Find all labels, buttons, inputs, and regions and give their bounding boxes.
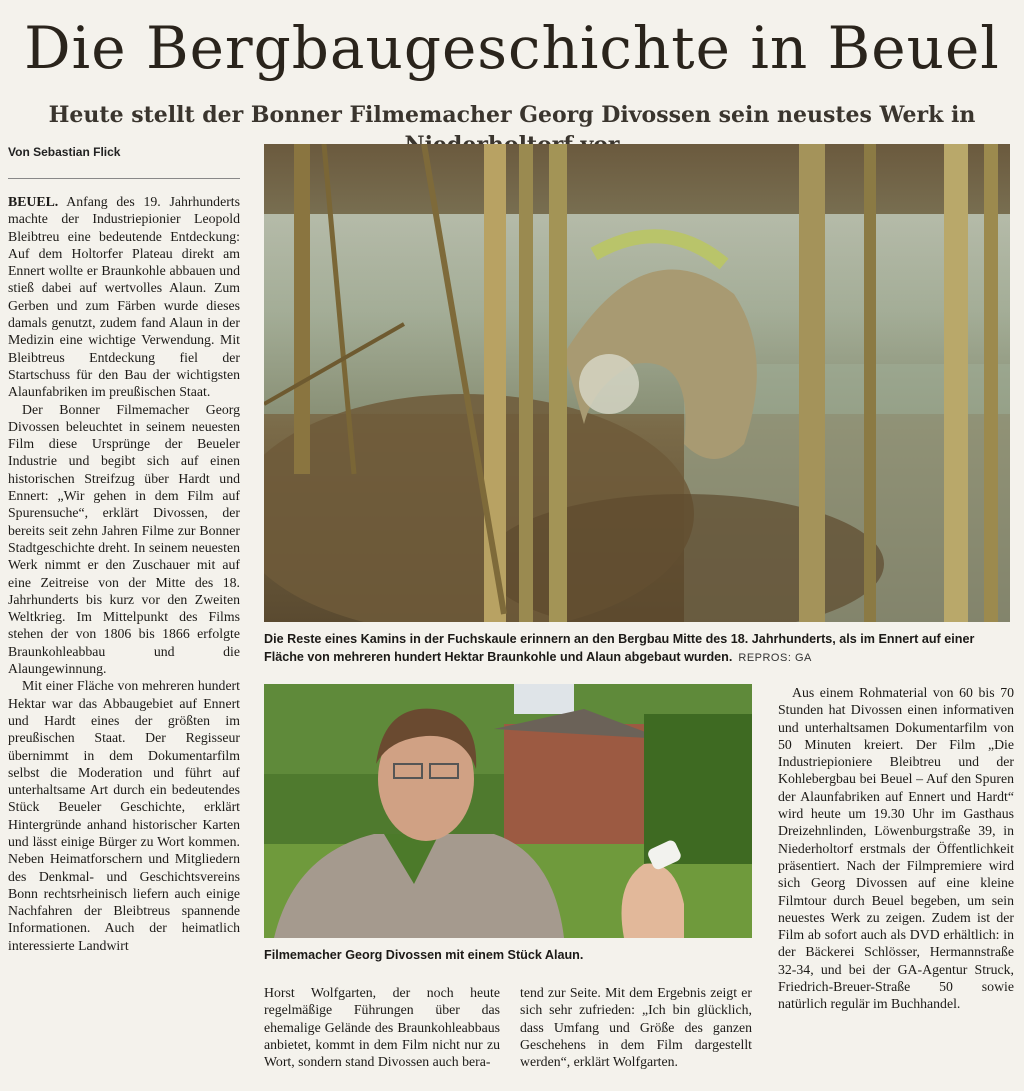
photo-kiln-ruin-caption (264, 630, 1010, 667)
byline-rule (8, 178, 240, 179)
article-column-1 (8, 193, 240, 1088)
photo-portrait (264, 684, 752, 938)
caption-text: Die Reste eines Kamins in der Fuchskaule erinnern an den Bergbau Mitte des 18. Jahrhunderts, als im Ennert auf einer Fläche von mehreren hundert Hektar Braunkohle und Alaun abgebaut wurden. (264, 632, 975, 664)
photo-credit: REPROS: GA (738, 652, 812, 664)
paragraph-5: tend zur Seite. Mit dem Ergebnis zeigt er sich sehr zufrieden: „Ich bin glücklich, dass Umfang und Größe des ganzen Geschehens in dem Film dargestellt werden“, erklärt Wolfgarten. (520, 985, 752, 1070)
article-column-2 (264, 984, 500, 1089)
paragraph-6: Aus einem Rohmaterial von 60 bis 70 Stunden hat Divossen einen informativen und unterhaltsamen Dokumentarfilm von 50 Minuten kreiert. Der Film „Die Industriepioniere Bleibtreu und der Kohlebergbau bei Beuel – Auf den Spuren der Alaunfabriken auf Ennert und Hardt“ wird heute um 19.30 Uhr im Gasthaus Dreizehnlinden, Löwenburgstraße 39, in Niederholtorf erstmals der Öffentlichkeit präsentiert. Nach der Filmpremiere wird sich Georg Divossen auf eine kleine Filmtour durch Beuel begeben, um sein neuestes Werk zu zeigen. Zudem ist der Film ab sofort auch als DVD erhältlich: in der Bäckerei Schlösser, Hermannstraße 32-34, und bei der GA-Agentur Struck, Friedrich-Breuer-Straße 50 sowie natürlich regulär im Buchhandel. (778, 685, 1014, 1012)
paragraph-1-text: Anfang des 19. Jahrhunderts machte der Industriepionier Leopold Bleibtreu eine bedeutende Entdeckung: Auf dem Holtorfer Plateau direkt am Ennert wollte er Braunkohle abbauen und stieß dabei auf wertvolles Alaun. Zum Gerben und zum Färben wurde dieses damals genutzt, zudem fand Alaun in der Medizin eine wichtige Verwendung. Mit Bleibtreus Entdeckung fiel der Startschuss für den Bau der wichtigsten Alaunfabriken im preußischen Staat. (8, 194, 240, 400)
headline: Die Bergbaugeschichte in Beuel (24, 14, 1000, 82)
byline: Von Sebastian Flick (8, 145, 121, 159)
article-column-4 (778, 684, 1014, 1089)
photo-portrait-caption: Filmemacher Georg Divossen mit einem Stück Alaun. (264, 948, 584, 962)
paragraph-3: Mit einer Fläche von mehreren hundert Hektar war das Abbaugebiet auf Ennert und Hardt eines der größten im preußischen Staat. Der Regisseur übernimmt in dem Dokumentarfilm selbst die Moderation und führt auf unterhaltsame Art durch ein bedeutendes Stück Beueler Geschichte, erklärt Hintergründe anhand historischer Karten und lässt einige Bürger zu Wort kommen. Neben Heimatforschern und Mitgliedern des Denkmal- und Geschichtsvereins Bonn rechtsrheinisch liefern auch einige Nachfahren der Bleibtreus spannende Informationen. Auch der heimatlich interessierte Landwirt (8, 678, 240, 953)
paragraph-4: Horst Wolfgarten, der noch heute regelmäßige Führungen über das ehemalige Gelände des Braunkohleabbaus anbietet, kommt in dem Film nicht nur zu Wort, sondern stand Divossen auch bera- (264, 985, 500, 1070)
subheadline: Heute stellt der Bonner Filmemacher Georg Divossen sein neustes Werk in (48, 102, 976, 128)
dateline: BEUEL. (8, 194, 59, 209)
paragraph-2: Der Bonner Filmemacher Georg Divossen beleuchtet in seinem neuesten Film diese Ursprünge der Beueler Industrie und begibt sich auf einen historischen Streifzug über Hardt und Ennert: „Wir gehen in dem Film auf Spurensuche“, erklärt Divossen, der bereits seit zehn Jahren Filme zur Bonner Stadtgeschichte dreht. In seinem neuesten Werk nimmt er den Zuschauer mit auf eine Zeitreise von der Mitte des 18. Jahrhunderts bis kurz vor den Zweiten Weltkrieg. Im Mittelpunkt des Films stehen der von 1806 bis 1866 erfolgte Braunkohleabbau und die Alaungewinnung. (8, 401, 240, 677)
article-column-3 (520, 984, 752, 1089)
photo-kiln-ruin-image (264, 144, 1010, 622)
paragraph-1 (8, 193, 240, 401)
photo-portrait-image (264, 684, 752, 938)
photo-kiln-ruin (264, 144, 1010, 622)
